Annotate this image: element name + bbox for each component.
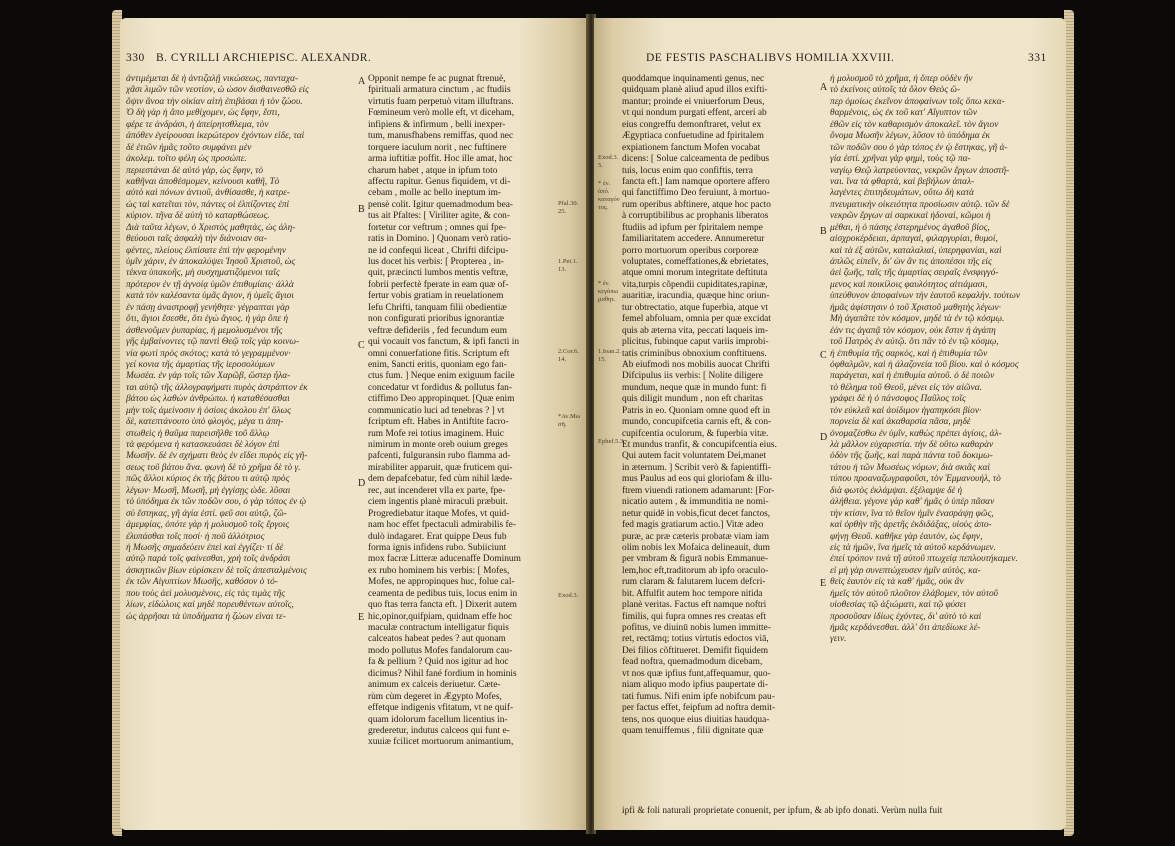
text-line: Iefu Chrifti, tanquam filii obedientiæ: [368, 302, 507, 313]
text-line: λὰ μᾶλλον εὐχαριστία. τὴν δὲ οὕτω καθαρὰν: [830, 440, 994, 450]
text-line: rùm cùm degeret in Ægypto Mofes,: [368, 691, 502, 702]
text-line: xuuiæ fcilicet mortuorum animantium,: [368, 737, 514, 748]
margin-note: σῆ.: [558, 421, 567, 428]
margin-note: κεγάπω: [598, 288, 618, 295]
text-line: σεως τοῦ βάτου ἄνα. φωνὴ δὲ τὸ χρῆμα δὲ τὸ γ.: [126, 462, 301, 473]
text-line: quam idolorum facellum licentius in-: [368, 714, 508, 725]
right-latin-column: [622, 74, 822, 804]
text-line: γειν.: [830, 634, 847, 645]
text-line: pensè colit. Igitur quemadmodum bea-: [368, 199, 514, 210]
text-line: πῶς ἄλλοι κύριος ἐκ τῆς βάτου τι αὐτῷ πρὸς: [126, 474, 290, 485]
text-line: ratis in Domino. ] Quonam verò ratio-: [368, 234, 511, 245]
text-line: μὴν τοῖς ἀμείνοσιν ἡ ὁσίοις ἀκολου ἐπ' ὅλως: [126, 405, 291, 416]
text-line: fimilis, qui fupra omnes res creatas eft: [622, 611, 766, 622]
text-line: εἰς τὰ ἡμῶν, ἵνα ἡμεῖς τὰ αὐτοῦ κερδάνωμεν.: [830, 542, 996, 553]
text-line: ὀνομαζέσθω ἐν ὑμῖν, καθὼς πρέπει ἁγίοις, ἀλ-: [830, 428, 1002, 439]
text-line: αἰσχροκέρδειαι, ἁρπαγαὶ, φιλαργυρίαι, θυμοί,: [830, 234, 998, 245]
text-line: υἱοθεσίας τῷ ἀξιώματι, καὶ τῷ φύσει: [830, 600, 966, 611]
text-line: porro mortuorum operibus corporeæ: [622, 245, 759, 256]
text-line: παράγεται, καὶ ἡ ἐπιθυμία αὐτοῦ. ὁ δὲ ποιῶν: [830, 371, 995, 382]
text-line: fortetur cor veftrum ; omnes qui fpe-: [368, 222, 506, 233]
text-line: tus ait Pfaltes: [ Viriliter agite, & con-: [368, 211, 510, 222]
margin-note: 2.Cor.6.: [558, 348, 579, 355]
margin-note: ἀπό.: [598, 188, 610, 195]
text-line: veftræ defideriis , fed fecundum eum: [368, 325, 508, 336]
text-line: ἡ μολυσμοῦ τὸ χρῆμα, ἡ ὅπερ οὐδὲν ἦν: [830, 74, 973, 84]
left-greek-column: [126, 74, 365, 814]
text-line: ἡμεῖς τὸν αὐτοῦ πλοῦτον ἐλάβομεν, τὸν αὐτοῦ: [830, 588, 998, 599]
text-line: vt qui nondum purgati effent, arceri ab: [622, 108, 767, 119]
right-page: [594, 18, 1066, 830]
section-letter: C: [820, 350, 827, 361]
text-line: φήνῃ Θεοῦ. καθῆκε γὰρ ἑαυτὸν, ὡς ἔφην,: [830, 531, 983, 542]
text-line: nam hoc effet fpectaculi admirabilis fe-: [368, 520, 516, 531]
text-line: vt nos quæ ipfius funt,affequamur, quo-: [622, 668, 771, 679]
text-line: tum, manusfhabens remiffas, quod nec: [368, 131, 514, 142]
left-page-number: 330: [126, 52, 145, 64]
text-line: ἀεὶ ζωῆς, ταῖς τῆς ἁμαρτίας σειραῖς ἐνσφιγγό-: [830, 268, 999, 279]
text-line: planè veritas. Factus eft namque noftri: [622, 600, 767, 611]
margin-note: 1.Pet.1.: [558, 258, 578, 265]
text-line: ftudiis ad ipfum per fpiritalem nempe: [622, 222, 763, 233]
section-letter: B: [358, 204, 365, 215]
margin-note: Pfal.30.: [558, 200, 579, 207]
text-line: ναγίῳ Θεῷ λατρεύοντας, νεκρῶν ἔργων ἀποστῆ-: [830, 165, 1010, 176]
text-line: πνευματικὴν οἰκειότητα προσίωσιν αὐτῷ. τῶν δὲ: [830, 199, 1010, 210]
text-line: mantur; proinde ei vniuerforum Deus,: [622, 96, 765, 107]
text-line: καὶ τὰ ἐξ αὐτῶν, καταλαλιαὶ, ὑπερηφανίαι, καὶ: [830, 245, 1002, 256]
text-line: ctus fum. ] Neque enim exiguum facile: [368, 371, 515, 382]
text-line: θεύουσι ταῖς ἀσφαλὴ τὴν διάνοιαν σα-: [126, 234, 267, 245]
text-line: mus Paulus ad eos qui gloriofam & illu-: [622, 474, 773, 485]
text-line: lus docet his verbis: [ Propterea , in-: [368, 257, 504, 267]
text-line: ἀκολεμ. τοῖτο φέλη ὡς προσώπε.: [126, 154, 247, 165]
text-line: effetque indigenis vfitatum, vt ne quif-: [368, 703, 514, 714]
text-line: tatis criminibus obnoxium conftituens.: [622, 348, 767, 359]
text-line: fobrii perfectè fperate in eam quæ of-: [368, 279, 509, 290]
text-line: ret, rectāmq; totius virtutis edoctos viā,: [622, 634, 769, 645]
text-line: ἡμᾶς ἀφίστησιν ὁ τοῦ Χριστοῦ μαθητὴς λέγων·: [830, 302, 1001, 313]
text-line: λέγων· Μωσῆ, Μωσῆ, μὴ ἐγγίσῃς ὧδε. λῦσαι: [126, 485, 291, 496]
text-line: καὶ ὀρθὴν τῆς ἀρετῆς ἐκδιδάξας, υἱοὺς ἀπο-: [830, 520, 992, 531]
text-line: θαρμένοις, ὡς ἐκ τοῦ κατ' Αἴγυπτον τῶν: [830, 108, 978, 119]
text-line: rec, aut incenderet vlla ex parte, fpe-: [368, 485, 506, 496]
text-line: netur quidē in vobis,ficut decet fanctos,: [622, 508, 771, 519]
text-line: dem depafcebatur, fed cùm nihil læde-: [368, 474, 513, 485]
text-line: τάτου ἡ τῶν Μωσέως νόμων, διὰ σκιᾶς καὶ: [830, 462, 991, 473]
text-line: τὸ ἐκείνοις αὐτοῖς τὰ ὅλον Θεὸς ὥ-: [830, 85, 961, 96]
text-line: expiationem fanctum Mofen vocabat: [622, 142, 761, 153]
text-line: Ab eiufmodi nos mobilis auocat Chrifti: [622, 359, 770, 370]
margin-note: Exod.3.: [558, 592, 579, 599]
section-letter: E: [358, 612, 365, 623]
margin-note: * ἐν.: [598, 280, 611, 287]
text-line: Mofes, ne appropinques huc, folue cal-: [368, 577, 515, 588]
right-running-head: DE FESTIS PASCHALIBVS HOMILIA XXVIII.: [646, 52, 895, 64]
text-line: virtutis fuam perpetuò vitam illuftrans.: [368, 96, 514, 107]
text-line: Μωσῆν. δὲ ἐν σχήματι θεὸς ἐν εἴδει πυρὸς εἰς γῆ-: [126, 451, 308, 462]
text-line: ὡς ἀρρῆσαι τὰ ὑποδήματα ἡ ζώων εἶναι τε-: [126, 611, 286, 622]
text-line: pafcenti, fulguransin rubo flamma ad-: [368, 451, 511, 462]
text-line: μενος καὶ ποικίλοις φαυλότητος αἰτιάμασι,: [830, 279, 988, 290]
text-line: φέρε τε ἀνδράσι, ἡ ἀπείρητσθλεμα, τὸν: [126, 119, 269, 130]
text-line: Qui autem facit voluntatem Dei,manet: [622, 451, 766, 462]
section-letter: C: [358, 340, 365, 351]
text-line: fancta eft.] Iam namque oportere affero: [622, 176, 770, 187]
text-line: quis diligit mundum , non eft charitas: [622, 394, 763, 405]
text-line: νία φωτὶ πρὸς σκότος; κατὰ τὸ γεγραμμένον·: [126, 348, 291, 359]
text-line: tens, nos quoque eius diuitias haudqua-: [622, 714, 770, 725]
margin-note: Ephef.5.3.: [598, 438, 625, 445]
text-line: qui vocauit vos fanctum, & ipfi fancti in: [368, 337, 520, 348]
text-line: Μὴ ἀγαπᾶτε τὸν κόσμον, μηδὲ τὰ ἐν τῷ κόσμῳ.: [830, 314, 1005, 325]
text-line: familiaritatem accedere. Annumeretur: [622, 234, 765, 245]
text-line: torquere iaculum norit , nec fuftinere: [368, 142, 507, 153]
text-line: διὰ φωτὸς ἐκλάμψαι. ἐξέλαμψε δὲ ἡ: [830, 485, 963, 496]
section-letter: A: [358, 76, 366, 87]
text-line: cupifcentia oculorum, & fuperbia vitæ.: [622, 428, 769, 439]
text-line: nicatio autem , & immunditia ne nomi-: [622, 497, 769, 508]
text-line: βάτου ὡς λαθὼν ἀνθρώπω. ἡ καταθέσασθαι: [126, 394, 290, 405]
text-line: τῶν ποδῶν σου ὁ γὰρ τόπος ἐν ᾧ ἕστηκας, γῆ ἁ-: [830, 142, 1008, 153]
text-line: ἁπλῶς εἰπεῖν, δι' ὧν ἂν τις ἀποπέσοι τῆς εἰς: [830, 257, 992, 267]
text-line: fpirituali armatura cinctum , ac ftudiis: [368, 85, 511, 96]
text-line: rum Mofe rei totius imaginem. Huic: [368, 428, 504, 439]
text-line: προσοῦσαν ἰδίως ἐχόντες, δι' αὐτὸ τὸ καὶ: [830, 611, 982, 622]
text-line: ὀφθαλμῶν, καὶ ἡ ἀλαζονεία τοῦ βίου. καὶ ὁ κόσμος: [830, 359, 1019, 370]
text-line: Ægyptiaca confuetudine ad fpiritalem: [622, 131, 764, 142]
right-foot-line: ipfi & foli naturali proprietate conuenit, per ipfum, & ab ipfo donati. Verùm nulla fuit: [622, 806, 943, 816]
text-line: αὐτὸ καὶ πόνων ἀντιοῦ, ἀνθίσασθε, ἡ κατρε-: [126, 188, 290, 199]
text-line: tur obtrectatio, atque fuperbia, atque vt: [622, 302, 769, 313]
text-line: ἀμεμφίας, ὁπότε γὰρ ἡ μολυσμοῦ τοῖς ἔργοις: [126, 520, 290, 531]
text-line: in æternum. ] Scribit verò & fapientiffi-: [622, 462, 772, 473]
text-line: pofitus, ve diuinū nobis lumen immitte-: [622, 623, 771, 633]
text-line: τύπου προαναζωγραφοῦσι, τὸν Ἐμμανουὴλ, τὸ: [830, 474, 1001, 485]
text-line: περ ὁμοίως ἐκεῖνον ἀποφαίνων τοῖς ὅπω κεκα-: [830, 96, 1005, 107]
text-line: ἀντιμέμεται δὲ ἡ ἀντιζαλῇ νικώσεως, πανταχα-: [126, 74, 298, 84]
text-line: ἀσκητικῶν βίων εὑρίσκειν δὲ τοῖς ἀπεσταλμένοις: [126, 565, 307, 576]
left-page: [120, 18, 588, 830]
text-line: ceamenta de pedibus tuis, locus enim in: [368, 588, 518, 599]
text-line: communicatio luci ad tenebras ? ] vt: [368, 405, 505, 416]
text-line: τοῦ Πατρὸς ἐν αὐτῷ. ὅτι πᾶν τὸ ἐν τῷ κόσμῳ,: [830, 337, 999, 348]
text-line: ἀσθενοῦμεν ῥυπαρίας, ἡ μεμολυσμένοι τῆς: [126, 325, 283, 336]
text-line: hic,opinor,quifpiam, quidnam effe hoc: [368, 611, 513, 622]
text-line: maculæ contractum intelligatur fiquis: [368, 623, 509, 633]
section-letter: D: [820, 432, 828, 443]
text-line: dulò indagaret. Erat quippe Deus fub: [368, 531, 507, 542]
text-line: tuis, locus enim quo confiftis, terra: [622, 165, 753, 176]
margin-note: 15.: [598, 356, 607, 363]
text-line: niam aliquo modo ipfius paupertate di-: [622, 680, 769, 691]
text-line: τὰ φερόμενα ἡ κατασκευάσει δὲ λόγον ἐπὶ: [126, 440, 280, 450]
text-line: εἰ μὴ γὰρ συνεπτώχευσεν ἡμῖν αὐτὸς, κα-: [830, 565, 981, 576]
text-line: ἐάν τις ἀγαπᾷ τὸν κόσμον, οὐκ ἔστιν ἡ ἀγάπη: [830, 325, 996, 336]
section-letter: E: [820, 578, 827, 589]
text-line: grederetur, indutus calceos qui funt e-: [368, 725, 510, 736]
text-line: ται αὐτῷ τῆς ἀλλογραφήματι πυρὸς ἀστράπτον ἐκ: [126, 382, 308, 393]
text-line: ὑμῖν χάριν, ἐν ἀποκαλύψει Ἰησοῦ Χριστοῦ, ὡς: [126, 257, 296, 267]
text-line: σὺ ἕστηκας, γῆ ἁγία ἐστί. φεῦ σοι αὐτῷ, ζῶ-: [126, 508, 287, 519]
text-line: lem,hoc eft,traditorum ab ipfo oraculo-: [622, 565, 769, 576]
text-line: fed magis gratiarum actio.] Vitæ adeo: [622, 520, 764, 531]
text-line: κατὰ τὸν καλέσαντα ὑμᾶς ἅγιον, ἡ ὑμεῖς ἅγιοι: [126, 291, 294, 302]
text-line: φέντες, πλείους ἐλπίσατε ἐπὶ τὴν φερομένην: [126, 245, 287, 256]
text-line: à corruptibilibus ac prophanis liberatos: [622, 211, 769, 222]
text-line: femel abfoluam, omnia per quæ excidat: [622, 314, 771, 325]
text-line: τέκνα ὑπακοῆς, μὴ συσχηματιζόμενοι ταῖς: [126, 268, 280, 279]
text-line: fertur vobis gratiam in reuelationem: [368, 291, 504, 302]
text-line: ex rubo hominem his verbis: [ Mofes,: [368, 565, 510, 576]
text-line: per vmbram & figurā nobis Emmanue-: [622, 554, 769, 565]
text-line: ὁδὸν τῆς ζωῆς, καὶ παρὰ πάντα τοῦ δοκιμω-: [830, 451, 993, 462]
text-line: Progrediebatur itaque Mofes, vt quid-: [368, 508, 510, 519]
text-line: ἡ ἐπιθυμία τῆς σαρκὸς, καὶ ἡ ἐπιθυμία τῶν: [830, 348, 988, 359]
text-line: quidquam planè aliud apud illos exifti-: [622, 85, 768, 96]
text-line: charum habet , atque in ipfum toto: [368, 165, 498, 176]
text-line: rum operibus abftinere, atque hoc pacto: [622, 199, 771, 210]
text-line: auaritiæ, iracundia, quæque hinc oriun-: [622, 291, 770, 302]
text-line: χᾶσι λιμῶν τῶν νεοτίον, ὡ ὡσον δισθαινεσθῶ εἰς: [126, 85, 309, 96]
text-line: non configurati prioribus ignorantiæ: [368, 314, 505, 325]
text-line: ἐν πάσῃ ἀναστροφῇ γενήθητε· γέγραπται γὰρ: [126, 302, 290, 313]
text-line: quoddamque inquinamenti genus, nec: [622, 74, 765, 84]
left-running-head: B. CYRILLI ARCHIEPISC. ALEXANDR.: [156, 52, 372, 64]
text-line: τὸν εὐκλεᾶ καὶ ἀοίδιμον ἠγαπηκόσι βίον·: [830, 405, 982, 416]
text-line: πρότερον ἐν τῇ ἀγνοίᾳ ὑμῶν ἐπιθυμίαις· ἀλλὰ: [126, 279, 294, 290]
text-line: mox facræ Litteræ aducenaffe Dominum: [368, 554, 521, 565]
text-line: αὐτῷ παρὰ τοῖς φαίνεσθαι, χρὴ τοῖς ἀνδράσι: [126, 554, 291, 565]
text-line: νεκρῶν ἔργων αἱ σαρκικαὶ ἡδοναὶ, κῶμοι ἡ: [830, 211, 991, 222]
text-line: Et mundus tranfit, & concupifcentia eius.: [622, 440, 777, 450]
text-line: arma iuftitiæ poffit. Hoc ille amat, hoc: [368, 154, 513, 165]
text-line: voluptates, comeffationes,& ebrietates,: [622, 257, 769, 267]
margin-note: 5.: [598, 162, 603, 169]
text-line: τὸ θέλημα τοῦ Θεοῦ, μένει εἰς τὸν αἰῶνα.: [830, 382, 982, 393]
text-line: dicens: [ Solue calceamenta de pedibus: [622, 154, 770, 165]
text-line: per factus effet, feipfum ad noftra demit-: [622, 703, 776, 714]
text-line: mirabiliter apparuit, quæ fruticem qui-: [368, 462, 513, 473]
text-line: fead noftra, quemadmodum dicebam,: [622, 657, 763, 668]
text-line: eius congreffu demonftraret, velut ex: [622, 119, 762, 130]
text-line: quo ftas terra fancta eft. ] Dixerit autem: [368, 600, 517, 611]
text-line: καθῆναι ἀποθέσμομεν, κείνουσι καθῆ, Τὸ: [126, 176, 280, 187]
text-line: infipiens & infirmum , belli inexper-: [368, 119, 506, 130]
text-line: mundo, concupifcetia carnis eft, & con-: [622, 417, 772, 428]
text-line: Διὰ ταῦτα λέγων, ὁ Χριστὸς μαθητὰς, ὡς ἀλη-: [126, 222, 296, 233]
text-line: γράφει δὲ ἡ ὁ πάνσοφος Παῦλος τοῖς: [830, 394, 966, 405]
margin-note: 13.: [558, 266, 567, 273]
right-greek-column: [830, 74, 1026, 804]
section-letter: D: [358, 478, 366, 489]
text-line: qui fanctiffimo Deo feruiunt, à mortuo-: [622, 188, 770, 199]
margin-note: 1.Ioan.2.: [598, 348, 621, 355]
text-line: ὡς ταὶ κατεῖται τὸν, πάντες οἱ ἐλπίζοντες ἐπὶ: [126, 199, 290, 210]
text-line: nimirum in monte oreb ouium greges: [368, 440, 508, 450]
text-line: ἐκ τῶν Αἰγυπτίων Μωσῆς, καθόσον ὁ τό-: [126, 577, 278, 588]
text-line: ἀλήθεια. γέγονε γὰρ καθ' ἡμᾶς ὁ ὑπὲρ πᾶσαν: [830, 497, 995, 508]
margin-note: 25.: [558, 208, 567, 215]
text-line: ἡμᾶς κερδάνεσθαι. ἀλλ' ὅτι ἀπεδίωκε λέ-: [830, 623, 981, 633]
text-line: κύριον. τῆνα δὲ αὐτὴ τὸ καταρθώσεως.: [126, 211, 270, 222]
text-line: concedatur vt fordidus & pollutus fan-: [368, 382, 512, 393]
text-line: γία ἐστί. χρῆναι γὰρ φημὶ, τοὺς τῷ πα-: [830, 154, 971, 165]
text-line: calceatos habeat pedes ? aut quonam: [368, 634, 506, 645]
text-line: περιεστάναι δὲ αὐτό γὰρ, ὡς ἔφην, τὸ: [126, 165, 264, 176]
text-line: γεί κονια τῆς ἁμαρτίας τῆς ἱεροσολύμων: [126, 359, 275, 370]
margin-note: Exod.3.: [598, 154, 619, 161]
text-line: Patris in eo. Quoniam omne quod eft in: [622, 405, 770, 416]
text-line: θεὶς ἑαυτὸν εἰς τὰ καθ' ἡμᾶς, οὐκ ἂν: [830, 577, 964, 588]
text-line: ἐπεί τρόπον τινὰ τῇ αὐτοῦ πτωχείᾳ πεπλουτήκαμεν.: [830, 554, 1018, 565]
text-line: ne id confequi liceat , Chrifti difcipu-: [368, 245, 509, 256]
text-line: που τοὺς ἀεὶ μολυσμένοις, εἰς τὰς τιμὰς τῆς: [126, 588, 286, 599]
text-line: ftrem viuendi rationem adamarunt: [For-: [622, 485, 775, 496]
text-line: τὸ ὑπόδημα ἐκ τῶν ποδῶν σου, ὁ γὰρ τόπος ἐν ᾧ: [126, 497, 307, 508]
text-line: modo pollutus Mofes fandalorum cau-: [368, 645, 513, 656]
left-latin-column: [368, 74, 574, 814]
text-line: dicimus? Nihil fané fordium in hominis: [368, 668, 517, 679]
text-line: ναι. ἵνα τὰ φθαρτὰ, καὶ βεβήλων ἀπαλ-: [830, 176, 975, 187]
text-line: puræ, ac præ cæteris probatæ viam iam: [622, 531, 770, 542]
margin-note: * ἐν.: [598, 180, 611, 187]
text-line: ἀπόθεν ἐγείρουσαι ἱκερώτερον ἐχόντων εἶδε, ταὶ: [126, 131, 305, 142]
text-line: rum claram & falutarem lucem defcri-: [622, 577, 766, 588]
text-line: ὄνομα Μωσῆν λέγων, λῦσον τὸ ὑπόδημα ἐκ: [830, 131, 991, 142]
text-line: μέθαι, ἡ ὁ πάσης ἐστερημένος ἀγαθοῦ βίος,: [830, 222, 990, 233]
text-line: ὄψιν ἄνοα τὴν οἰκίαν αἰτὴ ἐπιβάσαι ἡ τὸν ζώου.: [126, 96, 303, 107]
margin-note: 14.: [558, 356, 567, 363]
text-line: cebam , molle ac bello ineptum im-: [368, 188, 502, 199]
text-line: atque omni morum integritate deftituta: [622, 268, 768, 279]
text-line: vita,turpis cõpendii cupiditates,rapinæ,: [622, 279, 768, 290]
text-line: tati fumus. Nifi enim ipfe nobifcum pau-: [622, 691, 775, 702]
text-line: quis ab æterna vita, peccati laqueis im-: [622, 325, 769, 336]
text-line: Opponit nempe fe ac pugnat ftrenuè,: [368, 74, 506, 84]
text-line: bit. Affulfit autem hoc tempore nitida: [622, 588, 763, 599]
text-line: fcriptum eft. Habes in Antiftite facro-: [368, 417, 509, 428]
text-line: ἐλυπάσθαι τοῖς ποσί· ἡ ποῦ ἀλλότριος: [126, 531, 265, 542]
text-line: mundum, neque quæ in mundo funt: fi: [622, 382, 767, 393]
text-line: πορνεία δὲ καὶ ἀκαθαρσία πᾶσα, μηδὲ: [830, 417, 971, 428]
text-line: λίων, εἰδώλοις καὶ μηδὲ πορευθέντων αὐτοῖς,: [126, 600, 294, 611]
text-line: λαγέντες ἐπιτηδευμάτων, οὕτω δὴ κατὰ: [830, 188, 974, 199]
text-line: Difcipulus iis verbis: [ Nolite diligere: [622, 371, 763, 382]
text-line: ὑπεύθυνον ἀποφαίνων τὴν ἑαυτοῦ κεφαλήν. τούτων: [830, 291, 1021, 302]
text-line: Ὁ δὴ γὰρ ἡ ἄπο μεθίχομεν, ὡς ἔφην, ἔστι,: [126, 108, 280, 119]
text-line: olim nobis lex Mofaica delineauit, dum: [622, 542, 770, 553]
margin-note: τος.: [598, 204, 609, 211]
text-line: quam tenuiffemus , filii dignitate quæ: [622, 725, 764, 736]
text-line: plicitus, fubinque caput variis improbi-: [622, 337, 769, 348]
text-line: δὲ ἐτιῶν ἡμᾶς τοῦτο συμφάνει μὲν: [126, 142, 252, 153]
text-line: affectu rapitur. Genus fiquidem, vt di-: [368, 176, 511, 187]
section-letter: B: [820, 226, 827, 237]
text-line: ἐθῶν εἰς τὸν καθαρισμὸν ἀποκαλεῖ. τὸν ἅγιον: [830, 119, 999, 130]
margin-note: *Αν.Μω: [558, 413, 581, 420]
text-line: Dei filios cõftitueret. Demifit fiquidem: [622, 645, 769, 656]
text-line: Μωσέα. ἐν γὰρ τοῖς τῶν Χαρῶβ, ὥστερ ἦλα-: [126, 371, 291, 382]
text-line: ὅτι, ἅγιοι ἔσεσθε, ὅτι ἐγὼ ἅγιος. ἡ γὰρ ὅπε ἡ: [126, 314, 289, 325]
text-line: ἡ Μωσῆς σημαδεύειν ἐπεὶ καὶ ἐγγίζει· τί δὲ: [126, 542, 284, 553]
text-line: ciem ingentis planè miraculi præbuit.: [368, 497, 508, 508]
text-line: γῆς ἐμβαίνοντες τῷ παντὶ Θεῷ τοῖς γὰρ κοινω-: [126, 337, 300, 348]
text-line: omni conuerfatione fitis. Scriptum eft: [368, 348, 510, 359]
text-line: fa & pellium ? Quid nos igitur ad hoc: [368, 657, 509, 668]
text-line: forma ignis infidens rubo. Subiiciunt: [368, 542, 507, 553]
margin-note: καταγόν: [598, 196, 620, 203]
text-line: στωθεὶς ἡ θαῦμα παρεισῆλθε τοῦ ἄλλῳ: [126, 428, 270, 439]
text-line: τὴν κτίσιν, ἵνα τὸ θεῖον ἡμῖν ἐνασράψῃ φῶς,: [830, 508, 994, 519]
section-letter: A: [820, 82, 828, 93]
text-line: enim, Sancti eritis, quoniam ego fan-: [368, 359, 507, 370]
text-line: δὲ, κατεπτάνουτο ὑπὸ φλογὸς, μέγα τι ἀπη-: [126, 417, 284, 428]
text-line: Fœmineum verò molle eft, vt diceham,: [368, 108, 515, 119]
text-line: ctiffimo Deo appropinquet. [Quæ enim: [368, 394, 515, 405]
text-line: animum ex calceis deriuetur. Cæte-: [368, 680, 501, 691]
right-page-number: 331: [1028, 52, 1047, 64]
margin-note: μαθητ.: [598, 296, 616, 303]
text-line: quit, præcincti lumbos mentis veftræ,: [368, 268, 509, 279]
